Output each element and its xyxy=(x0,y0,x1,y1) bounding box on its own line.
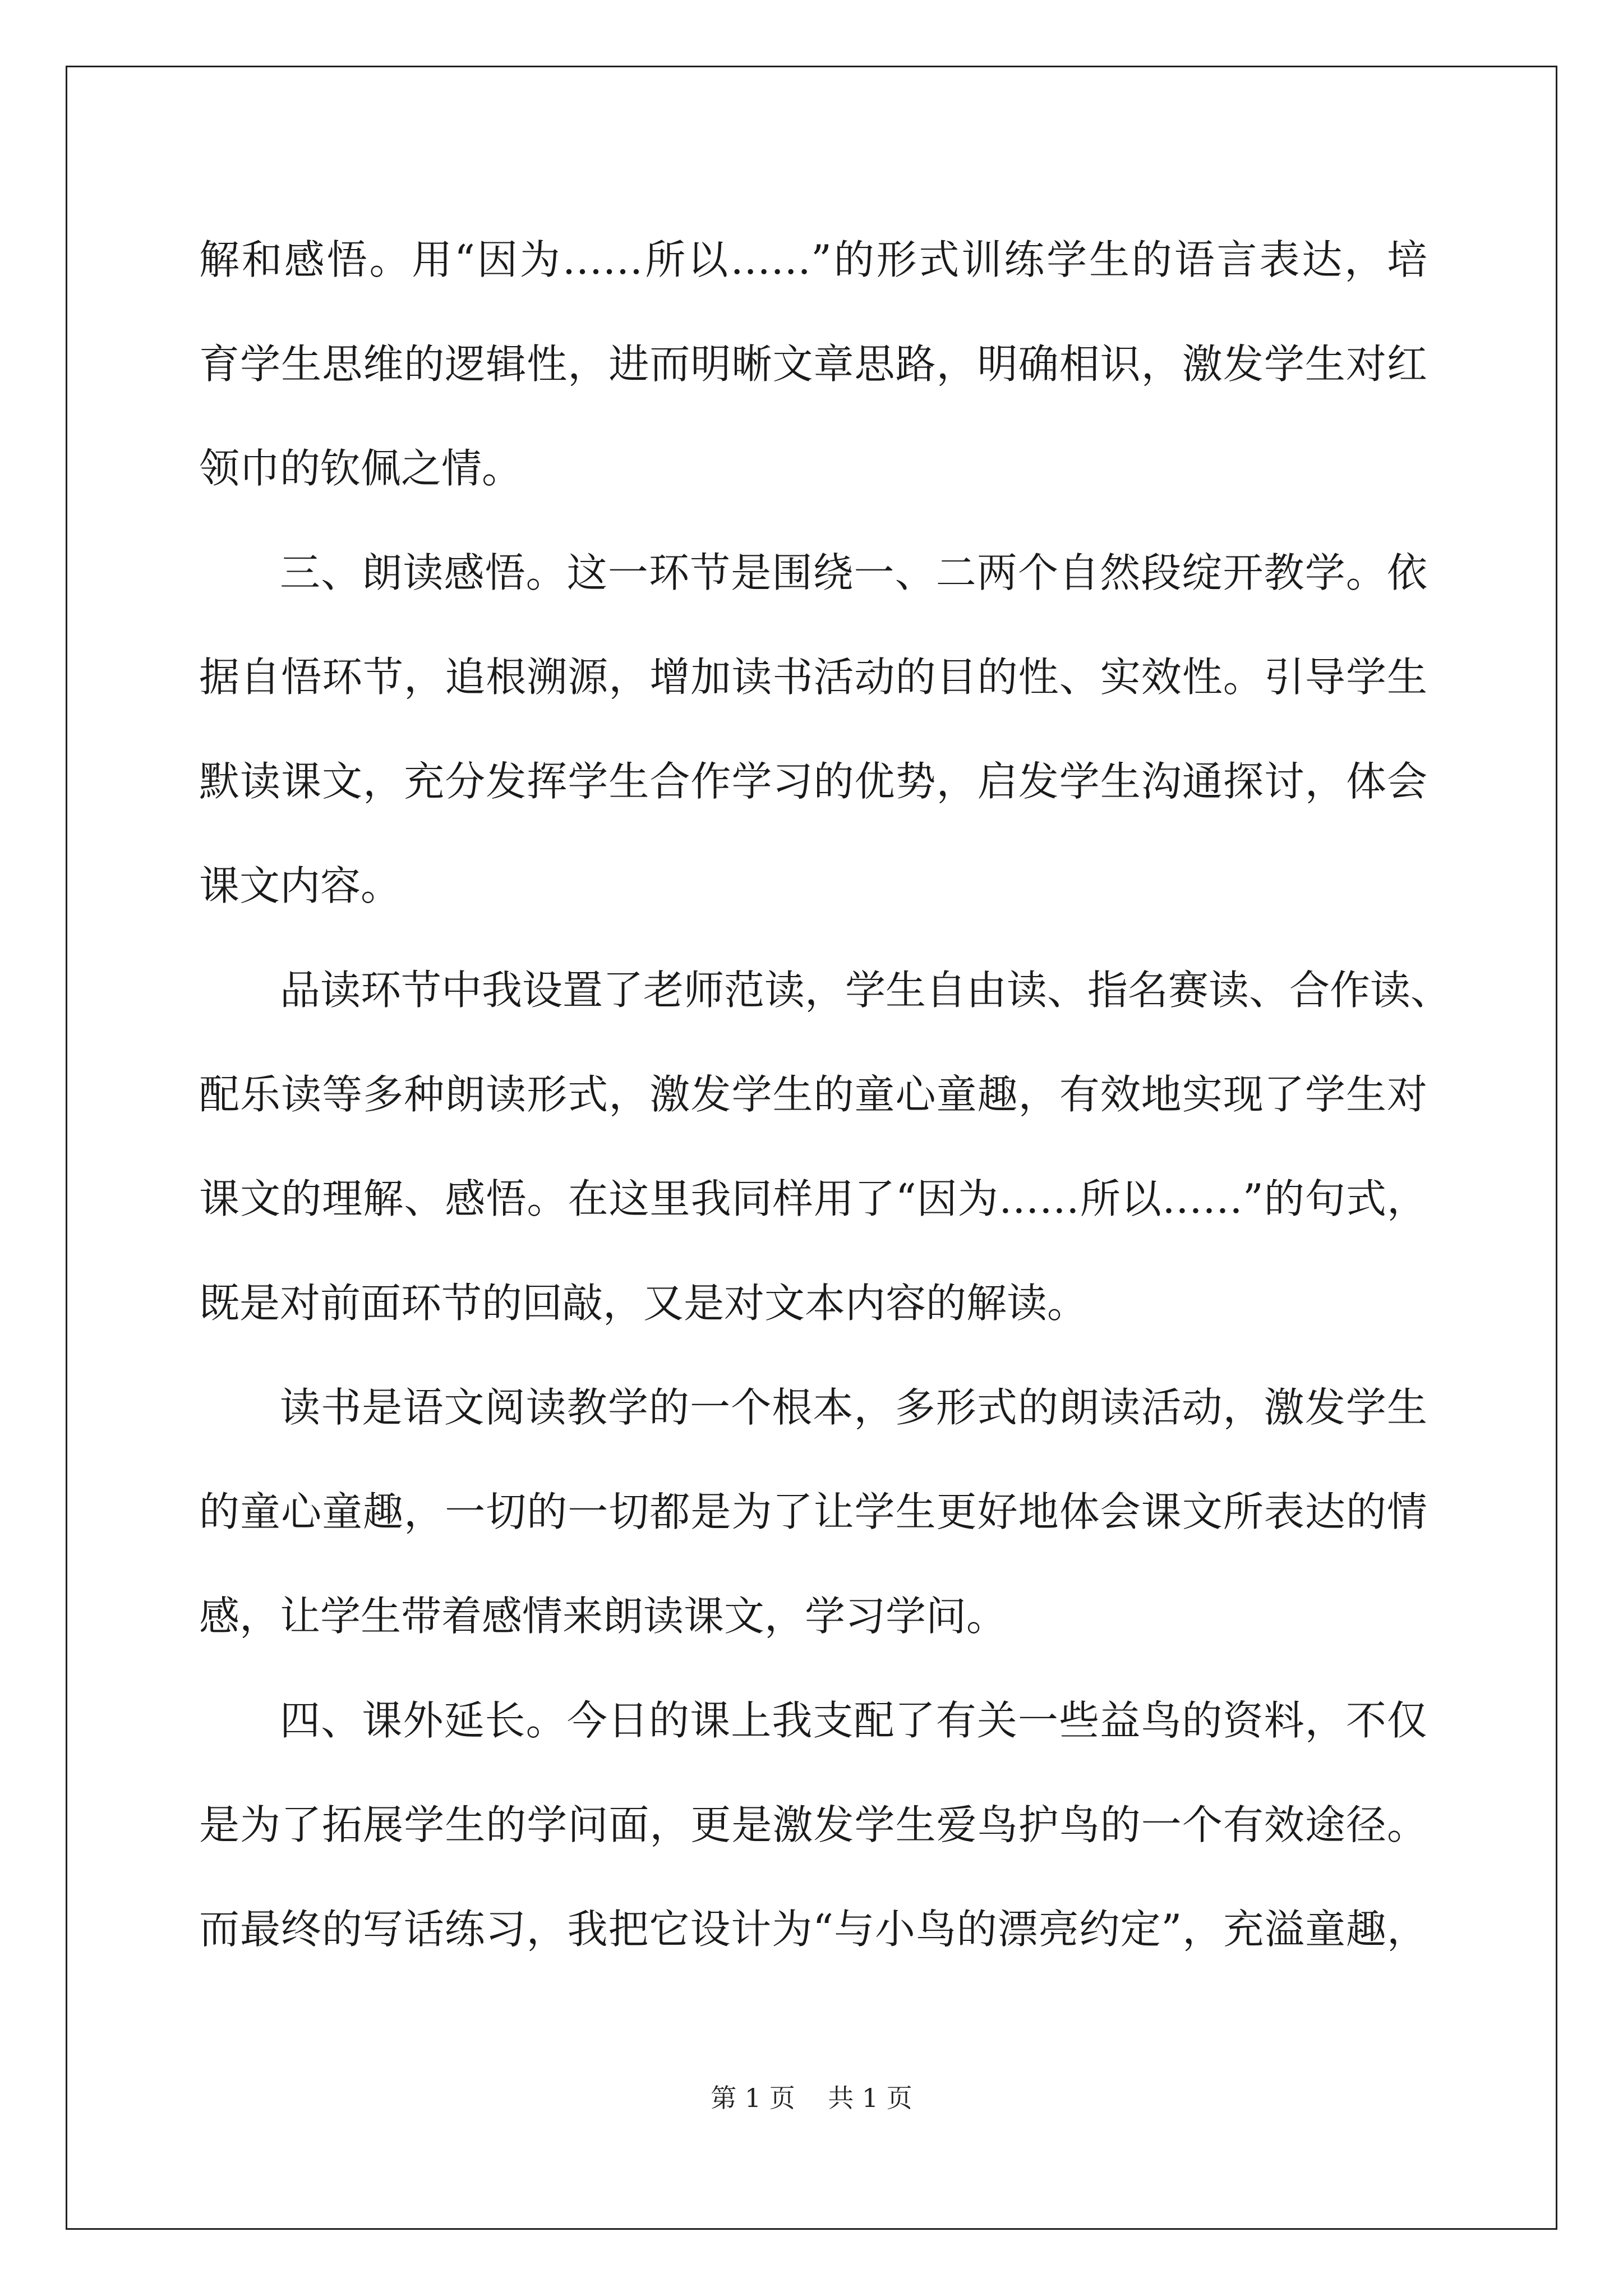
text-line: 配乐读等多种朗读形式，激发学生的童心童趣，有效地实现了学生对 xyxy=(199,1071,1427,1118)
text-line: 既是对前面环节的回敲，又是对文本内容的解读。 xyxy=(199,1280,1088,1327)
text-line: 据自悟环节，追根溯源，增加读书活动的目的性、实效性。引导学生 xyxy=(199,654,1427,701)
text-line: 领巾的钦佩之情。 xyxy=(199,445,523,492)
text-line: 四、课外延长。今日的课上我支配了有关一些益鸟的资料，不仅 xyxy=(280,1697,1427,1744)
text-line: 三、朗读感悟。这一环节是围绕一、二两个自然段绽开教学。依 xyxy=(280,549,1427,596)
text-line: 解和感悟。用“因为……所以……”的形式训练学生的语言表达，培 xyxy=(199,236,1427,283)
text-line: 课文内容。 xyxy=(199,862,402,909)
text-line: 课文的理解、感悟。在这里我同样用了“因为……所以……”的句式， xyxy=(199,1175,1427,1222)
text-line: 而最终的写话练习，我把它设计为“与小鸟的漂亮约定”，充溢童趣， xyxy=(199,1906,1427,1953)
text-line: 的童心童趣，一切的一切都是为了让学生更好地体会课文所表达的情 xyxy=(199,1488,1427,1535)
document-body xyxy=(199,208,1451,1981)
text-line: 感，让学生带着感情来朗读课文，学习学问。 xyxy=(199,1593,1007,1640)
text-line: 品读环节中我设置了老师范读，学生自由读、指名赛读、合作读、 xyxy=(280,967,1451,1014)
text-line: 是为了拓展学生的学问面，更是激发学生爱鸟护鸟的一个有效途径。 xyxy=(199,1801,1427,1848)
text-line: 读书是语文阅读教学的一个根本，多形式的朗读活动，激发学生 xyxy=(280,1384,1427,1431)
page-footer: 第 1 页 共 1 页 xyxy=(711,2083,912,2113)
text-line: 默读课文，充分发挥学生合作学习的优势，启发学生沟通探讨，体会 xyxy=(199,758,1427,805)
text-line: 育学生思维的逻辑性，进而明晰文章思路，明确相识，激发学生对红 xyxy=(199,341,1427,388)
